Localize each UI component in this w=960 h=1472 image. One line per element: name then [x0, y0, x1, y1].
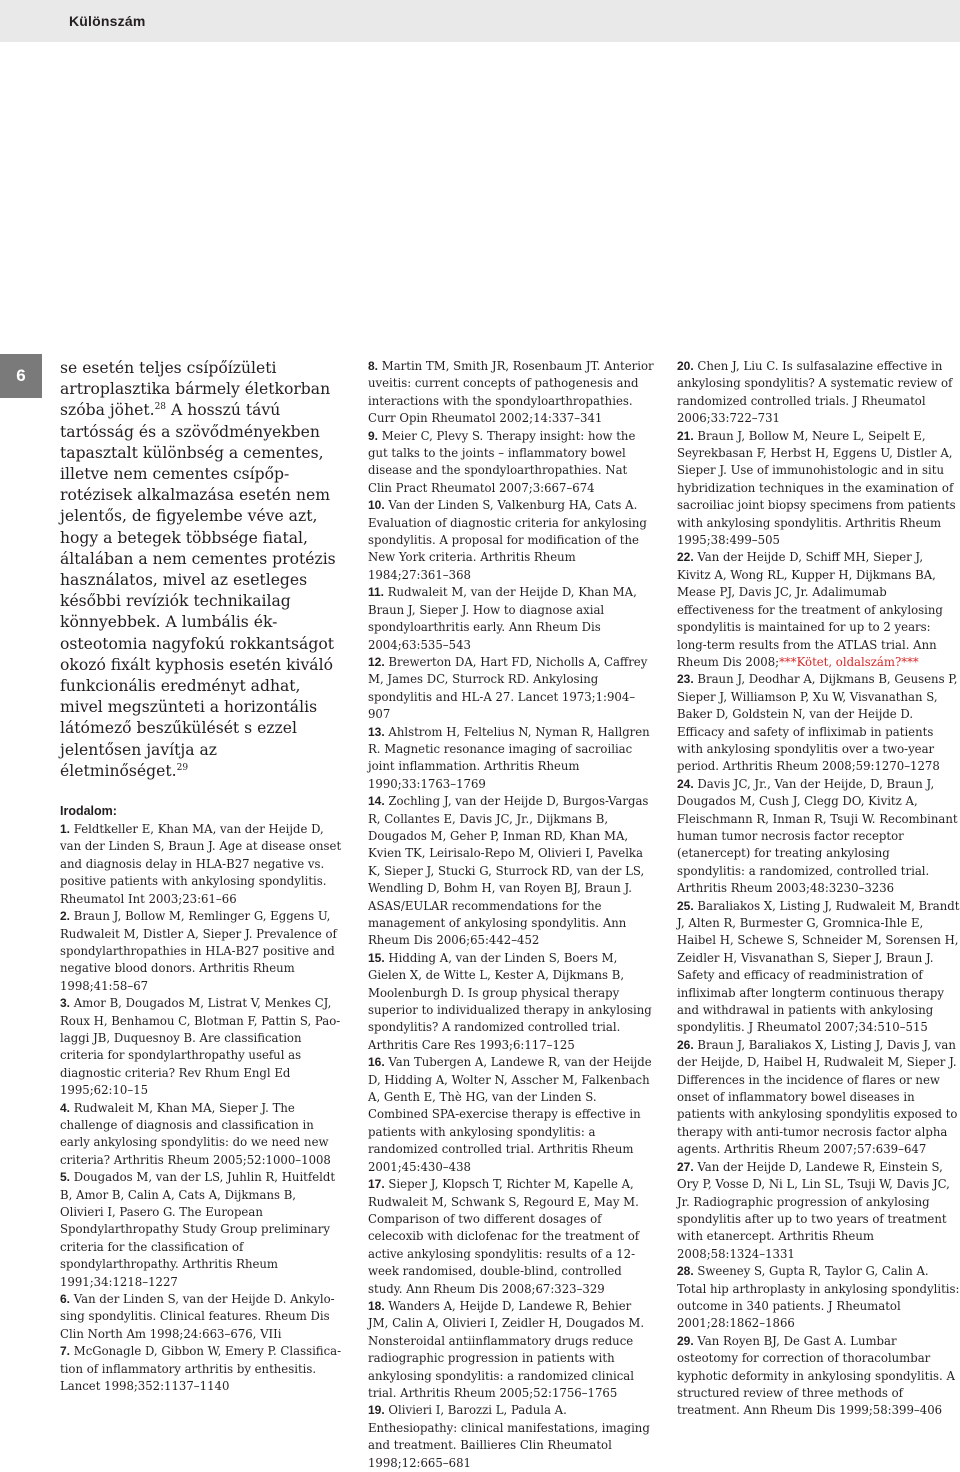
- reference-number: 6.: [60, 1292, 71, 1307]
- reference-number: 11.: [368, 585, 385, 600]
- reference-item: [677, 1037, 960, 1159]
- column-3: [677, 358, 960, 1420]
- reference-item: [60, 1291, 342, 1343]
- reference-text: Olivieri I, Barozzi L, Padula A. Enthesiopathy: clinical manifestations, imaging and treatment. Baillieres Clin Rheumatol 1998;12:665–681: [368, 1403, 650, 1470]
- reference-text: Braun J, Bollow M, Neure L, Seipelt E, Seyrekbasan F, Herbst H, Eggens U, Distler A, Sieper J. Use of immunohistologic and in situ hybridization techniques in the examination of sacroiliac joint biopsy specimens from patients with ankylosing spondylitis. Arthritis Rheum 1995;38:499–505: [677, 428, 956, 548]
- reference-item: [677, 549, 960, 671]
- reference-text: Ahlstrom H, Feltelius N, Nyman R, Hallgren R. Magnetic resonance imaging of sacroiliac joint inflammation. Arthritis Rheum 1990;33:1763–1769: [368, 724, 650, 791]
- reference-text: Rudwaleit M, van der Heijde D, Khan MA, Braun J, Sieper J. How to diagnose axial spondyloarthritis early. Ann Rheum Dis 2004;63:535–543: [368, 585, 637, 652]
- reference-number: 13.: [368, 724, 385, 739]
- reference-item: [368, 1176, 654, 1298]
- citation-29: 29: [176, 762, 189, 773]
- page-number-tab: [0, 354, 42, 398]
- reference-item: [60, 1169, 342, 1291]
- reference-number: 21.: [677, 428, 694, 443]
- reference-text: Wanders A, Heijde D, Landewe R, Behier JM, Calin A, Olivieri I, Zeidler H, Dougados M. Nonsteroidal antiinflammatory drugs reduce radiographic progression in patients with ankylosing spondylitis: a randomized clinical trial. Arthritis Rheum 2005;52:1756–1765: [368, 1298, 645, 1400]
- reference-item: [368, 584, 654, 654]
- reference-text: Van der Heijde D, Schiff MH, Sieper J, Kivitz A, Wong RL, Kupper H, Dijkmans BA, Mease PJ, Davis JC, Jr. Adalimumab effectiveness for the treatment of ankylosing spondylitis is maintained for up to 2 years: long-term results from the ATLAS trial. Ann Rheum Dis 2008;: [677, 550, 943, 669]
- reference-text: Feldtkeller E, Khan MA, van der Heijde D, van der Linden S, Braun J. Age at disease onset and diagnosis delay in HLA-B27 negative vs. positive patients with ankylosing spondylitis. Rheumatol Int 2003;23:61–66: [60, 822, 342, 906]
- reference-item: [368, 654, 654, 724]
- reference-text: Sweeney S, Gupta R, Taylor G, Calin A. Total hip arthroplasty in ankylosing spondylitis: outcome in 340 patients. J Rheumatol 2001;28:1862–1866: [677, 1264, 960, 1331]
- reference-text: Dougados M, van der LS, Juhlin R, Huitfeldt B, Amor B, Calin A, Cats A, Dijkmans B, Olivieri I, Pasero G. The European Spondylarthropathy Study Group preliminary criteria for the classification of spondylarthropathy. Arthritis Rheum 1991;34:1218–1227: [60, 1170, 336, 1289]
- reference-text: Van der Heijde D, Landewe R, Einstein S, Ory P, Vosse D, Ni L, Lin SL, Tsuji W, Davis JC, Jr. Radiographic progression of ankylosing spondylitis after up to two years of treatment with etanercept. Arthritis Rheum 2008;58:1324–1331: [677, 1159, 950, 1261]
- column-1: [60, 358, 342, 1395]
- reference-number: 26.: [677, 1037, 694, 1052]
- reference-number: 7.: [60, 1344, 71, 1359]
- reference-item: [677, 1263, 960, 1333]
- reference-number: 25.: [677, 898, 694, 913]
- reference-item: [368, 497, 654, 584]
- reference-text: Amor B, Dougados M, Listrat V, Menkes CJ, Roux H, Benhamou C, Blotman F, Pattin S, Paolaggi JB, Duquesnoy B. Are classification criteria for spondylarthropathy useful as diagnostic criteria? Rev Rhum Engl Ed 1995;62:10–15: [60, 996, 341, 1098]
- reference-number: 23.: [677, 672, 694, 687]
- reference-item: [368, 1054, 654, 1176]
- reference-number: 16.: [368, 1055, 385, 1070]
- reference-item: [368, 950, 654, 1054]
- reference-text: Sieper J, Klopsch T, Richter M, Kapelle A, Rudwaleit M, Schwank S, Regourd E, May M. Comparison of two different dosages of celecoxib with diclofenac for the treatment of active ankylosing spondylitis: results of a 12-week randomised, double-blind, controlled study. Ann Rheum Dis 2008;67:323–329: [368, 1177, 640, 1296]
- reference-item: [60, 995, 342, 1099]
- reference-number: 24.: [677, 776, 694, 791]
- header-band: [0, 0, 960, 42]
- reference-item: [677, 1159, 960, 1263]
- reference-number: 18.: [368, 1298, 385, 1313]
- reference-text: Van der Linden S, Valkenburg HA, Cats A. Evaluation of diagnostic criteria for ankylosing spondylitis. A proposal for modification of the New York criteria. Arthritis Rheum 1984;27:361–368: [368, 498, 647, 582]
- reference-number: 12.: [368, 654, 385, 669]
- references-heading: Irodalom:: [60, 804, 117, 819]
- section-title: Különszám: [69, 13, 146, 29]
- body-paragraph: [60, 358, 342, 782]
- reference-number: 2.: [60, 909, 71, 924]
- reference-text: Braun J, Bollow M, Remlinger G, Eggens U, Rudwaleit M, Distler A, Sieper J. Prevalence of spondylarthropathies in HLA-B27 positive and negative blood donors. Arthritis Rheum 1998;41:58–67: [60, 909, 337, 993]
- reference-item: [677, 671, 960, 775]
- reference-item: [368, 724, 654, 794]
- reference-item: [368, 428, 654, 498]
- reference-number: 19.: [368, 1403, 385, 1418]
- reference-text: McGonagle D, Gibbon W, Emery P. Classification of inflammatory arthritis by enthesitis. Lancet 1998;352:1137–1140: [60, 1344, 342, 1394]
- citation-28: 28: [154, 402, 167, 413]
- reference-item: [368, 358, 654, 428]
- reference-text: Zochling J, van der Heijde D, Burgos-Vargas R, Collantes E, Davis JC, Jr., Dijkmans B, Dougados M, Geher P, Inman RD, Khan MA, Kvien TK, Leirisalo-Repo M, Olivieri I, Pavelka K, Sieper J, Stucki G, Sturrock RD, van der LS, Wendling D, Bohm H, van Royen BJ, Braun J. ASAS/EULAR recommendations for the management of ankylosing spondylitis. Ann Rheum Dis 2006;65:442–452: [368, 794, 649, 948]
- reference-number: 10.: [368, 498, 385, 513]
- editor-note: ***Kötet, oldalszám?***: [779, 654, 919, 669]
- reference-text: Hidding A, van der Linden S, Boers M, Gielen X, de Witte L, Kester A, Dijkmans B, Moolenburgh D. Is group physical therapy superior to individualized therapy in ankylosing spondylitis? A randomized controlled trial. Arthritis Care Res 1993;6:117–125: [368, 950, 652, 1052]
- reference-text: Chen J, Liu C. Is sulfasalazine effective in ankylosing spondylitis? A systematic review of randomized controlled trials. J Rheumatol 2006;33:722–731: [677, 359, 953, 426]
- body-text-a: se esetén teljes csípőízületi artroplasztika bármely életkorban szóba jöhet.: [60, 359, 331, 420]
- reference-number: 9.: [368, 428, 379, 443]
- reference-item: [677, 428, 960, 550]
- reference-number: 17.: [368, 1177, 385, 1192]
- reference-list-3: [677, 358, 960, 1420]
- reference-item: [60, 1343, 342, 1395]
- reference-number: 14.: [368, 794, 385, 809]
- reference-list-2: [368, 358, 654, 1472]
- column-2: [368, 358, 654, 1472]
- reference-item: [60, 908, 342, 995]
- reference-item: [677, 1333, 960, 1420]
- reference-text: Rudwaleit M, Khan MA, Sieper J. The challenge of diagnosis and classification in early ankylosing spondylitis: do we need new criteria? Arthritis Rheum 2005;52:1000–1008: [60, 1100, 331, 1167]
- reference-number: 3.: [60, 996, 71, 1011]
- reference-number: 4.: [60, 1100, 71, 1115]
- reference-number: 27.: [677, 1159, 694, 1174]
- reference-text: Braun J, Deodhar A, Dijkmans B, Geusens P, Sieper J, Williamson P, Xu W, Visvanathan S, Baker D, Goldstein N, van der Heijde D. Efficacy and safety of infliximab in patients with ankylosing spondylitis over a two-year period. Arthritis Rheum 2008;59:1270–1278: [677, 672, 958, 774]
- reference-item: [368, 1402, 654, 1472]
- reference-text: Davis JC, Jr., Van der Heijde, D, Braun J, Dougados M, Cush J, Clegg DO, Kivitz A, Fleischmann R, Inman R, Tsuji W. Recombinant human tumor necrosis factor receptor (etanercept) for treating ankylosing spondylitis: a randomized, controlled trial. Arthritis Rheum 2003;48:3230–3236: [677, 776, 958, 896]
- reference-text: Van Royen BJ, De Gast A. Lumbar osteotomy for correction of thoracolumbar kyphotic deformity in ankylosing spondylitis. A structured review of three methods of treatment. Ann Rheum Dis 1999;58:399–406: [677, 1333, 955, 1418]
- reference-item: [677, 898, 960, 1037]
- reference-text: Baraliakos X, Listing J, Rudwaleit M, Brandt J, Alten R, Burmester G, Gromnica-Ihle E, Haibel H, Schewe S, Schneider M, Sorensen H, Zeidler H, Visvanathan S, Sieper J, Braun J. Safety and efficacy of readministration of infliximab after longterm continuous therapy and withdrawal in patients with ankylosing spondylitis. J Rheumatol 2007;34:510–515: [677, 898, 960, 1035]
- reference-number: 5.: [60, 1170, 71, 1185]
- reference-number: 20.: [677, 359, 694, 373]
- body-text-b: A hosszú távú tartósság és a szövődményekben tapasztalt különbség a cementes, illetve nem cementes csípőprotézisek alkalmazása esetén nem jelentős, de figyelembe véve azt, hogy a betegek többsége fiatal, általában a nem cementes protézis használatos, mivel az esetleges későbbi revíziók technikailag könnyebbek. A lumbális ék-osteotomia nagyfokú rokkantságot okozó fixált kyphosis esetén kiváló funkcionális eredményt adhat, mivel megszünteti a horizontális látómező beszűkülését s ezzel jelentősen javítja az életminőséget.: [60, 401, 336, 780]
- reference-text: Braun J, Baraliakos X, Listing J, Davis J, van der Heijde, D, Haibel H, Rudwaleit M, Sieper J. Differences in the incidence of flares or new onset of inflammatory bowel diseases in patients with ankylosing spondylitis exposed to therapy with anti-tumor necrosis factor alpha agents. Arthritis Rheum 2007;57:639–647: [677, 1037, 958, 1157]
- reference-text: Van der Linden S, van der Heijde D. Ankylosing spondylitis. Clinical features. Rheum Dis Clin North Am 1998;24:663–676, VIIi: [60, 1292, 335, 1341]
- reference-text: Meier C, Plevy S. Therapy insight: how the gut talks to the joints – inflammatory bowel disease and the spondyloarthropathies. Nat Clin Pract Rheumatol 2007;3:667–674: [368, 428, 636, 495]
- reference-item: [60, 821, 342, 908]
- reference-text: Brewerton DA, Hart FD, Nicholls A, Caffrey M, James DC, Sturrock RD. Ankylosing spondylitis and HL-A 27. Lancet 1973;1:904–907: [368, 654, 648, 722]
- reference-number: 8.: [368, 359, 379, 373]
- reference-list-1: [60, 821, 342, 1395]
- reference-text: Martin TM, Smith JR, Rosenbaum JT. Anterior uveitis: current concepts of pathogenesis and interactions with the spondyloarthropathies. Curr Opin Rheumatol 2002;14:337–341: [368, 359, 654, 426]
- reference-item: [677, 358, 960, 428]
- reference-number: 15.: [368, 950, 385, 965]
- page-number: 6: [16, 366, 26, 385]
- reference-text: Van Tubergen A, Landewe R, van der Heijde D, Hidding A, Wolter N, Asscher M, Falkenbach A, Genth E, Thè HG, van der Linden S. Combined SPA-exercise therapy is effective in patients with ankylosing spondylitis: a randomized controlled trial. Arthritis Rheum 2001;45:430–438: [368, 1055, 652, 1174]
- reference-item: [368, 1298, 654, 1402]
- reference-item: [368, 793, 654, 950]
- reference-number: 29.: [677, 1333, 694, 1348]
- reference-number: 1.: [60, 822, 71, 837]
- reference-number: 22.: [677, 550, 694, 565]
- reference-number: 28.: [677, 1264, 694, 1279]
- reference-item: [677, 776, 960, 898]
- reference-item: [60, 1100, 342, 1170]
